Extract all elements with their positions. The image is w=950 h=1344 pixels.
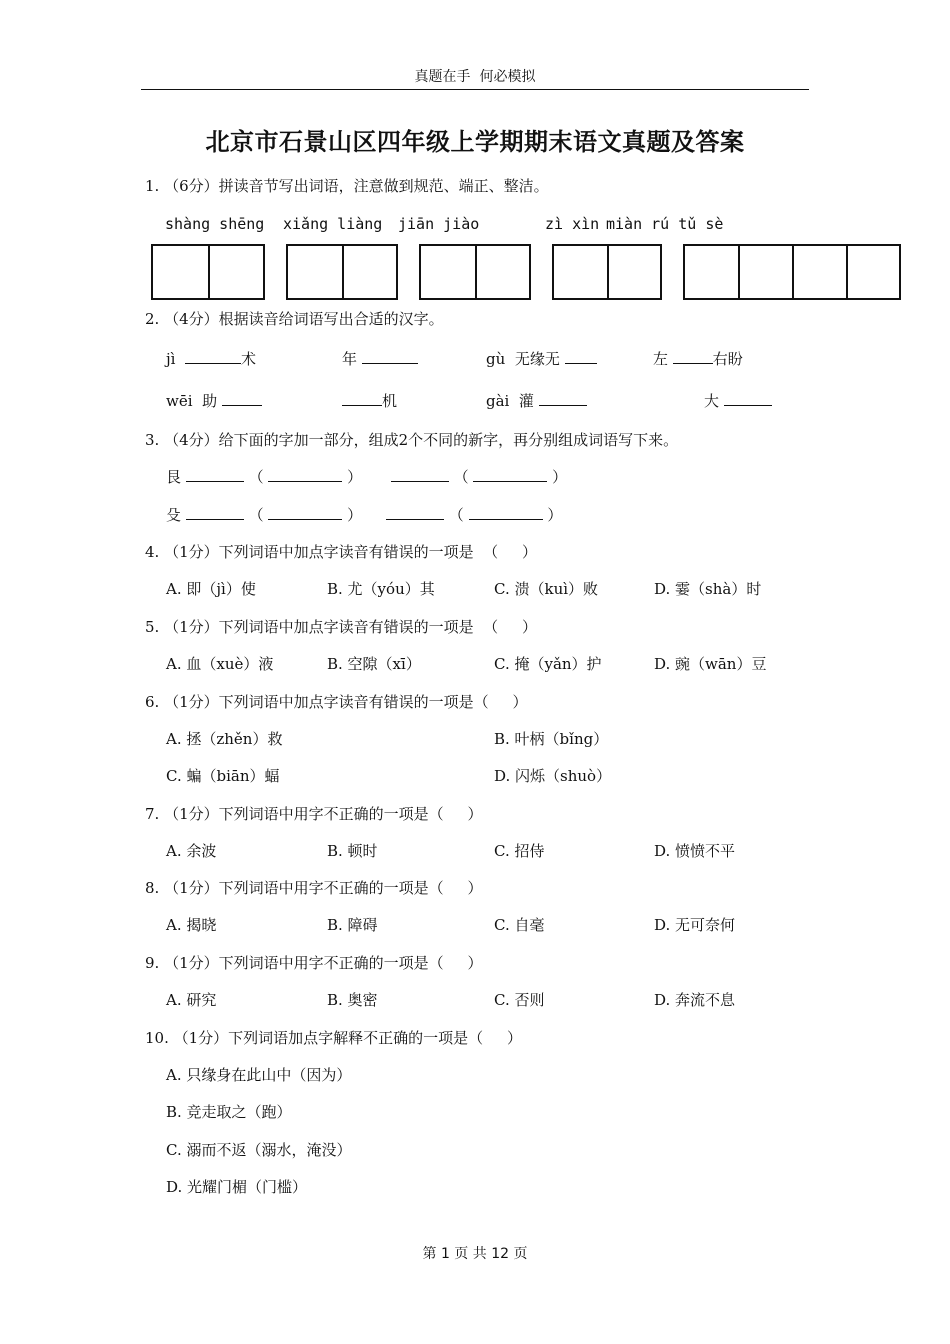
q7-option-b[interactable]: B. 顿时 bbox=[327, 842, 378, 860]
q6-option-a[interactable]: A. 拯（zhěn）救 bbox=[166, 730, 283, 748]
q4-option-b[interactable]: B. 尤（yóu）其 bbox=[327, 580, 435, 598]
q2-blank[interactable] bbox=[362, 351, 418, 364]
q2-blank[interactable] bbox=[222, 393, 262, 406]
q1-answer-box-1[interactable] bbox=[151, 244, 265, 300]
question-1-stem: 1. （6分）拼读音节写出词语，注意做到规范、端正、整洁。 bbox=[145, 177, 549, 195]
q2-blank[interactable] bbox=[539, 393, 587, 406]
q4-option-d[interactable]: D. 霎（shà）时 bbox=[654, 580, 762, 598]
question-3-stem: 3. （4分）给下面的字加一部分，组成2个不同的新字，再分别组成词语写下来。 bbox=[145, 431, 679, 449]
q8-option-a[interactable]: A. 揭晓 bbox=[166, 916, 217, 934]
q2-blank[interactable] bbox=[565, 351, 597, 364]
q10-option-b[interactable]: B. 竞走取之（跑） bbox=[166, 1103, 292, 1121]
q9-option-c[interactable]: C. 否则 bbox=[494, 991, 545, 1009]
q3-blank[interactable] bbox=[186, 469, 244, 482]
q3-blank[interactable] bbox=[473, 469, 547, 482]
question-10-stem: 10. （1分）下列词语加点字解释不正确的一项是（ ） bbox=[145, 1029, 523, 1047]
q9-option-b[interactable]: B. 奥密 bbox=[327, 991, 378, 1009]
q3-blank[interactable] bbox=[268, 507, 342, 520]
q8-option-c[interactable]: C. 自毫 bbox=[494, 916, 545, 934]
q3-blank[interactable] bbox=[469, 507, 543, 520]
q9-option-d[interactable]: D. 奔流不息 bbox=[654, 991, 736, 1009]
q1-answer-box-4[interactable] bbox=[552, 244, 662, 300]
q1-answer-box-2[interactable] bbox=[286, 244, 398, 300]
q5-option-c[interactable]: C. 掩（yǎn）护 bbox=[494, 655, 602, 673]
q7-option-c[interactable]: C. 招侍 bbox=[494, 842, 545, 860]
q1-pinyin-3: jiān jiào bbox=[398, 215, 480, 233]
q2-row1-item-c: gù 无缘无 bbox=[486, 348, 597, 369]
q8-option-b[interactable]: B. 障碍 bbox=[327, 916, 378, 934]
q7-option-a[interactable]: A. 余波 bbox=[166, 842, 217, 860]
q10-option-a[interactable]: A. 只缘身在此山中（因为） bbox=[166, 1066, 352, 1084]
q2-row1-item-b: 年 bbox=[342, 348, 418, 369]
q2-row1-item-a: jì 术 bbox=[166, 350, 257, 368]
q6-option-c[interactable]: C. 蝙（biān）蝠 bbox=[166, 767, 280, 785]
q5-option-d[interactable]: D. 豌（wān）豆 bbox=[654, 655, 767, 673]
q2-row2-item-a: wēi 助 bbox=[166, 390, 262, 411]
question-7-stem: 7. （1分）下列词语中用字不正确的一项是（ ） bbox=[145, 805, 483, 823]
question-2-stem: 2. （4分）根据读音给词语写出合适的汉字。 bbox=[145, 310, 444, 328]
q5-option-a[interactable]: A. 血（xuè）液 bbox=[166, 655, 274, 673]
header-rule bbox=[141, 89, 809, 90]
q10-option-d[interactable]: D. 光耀门楣（门槛） bbox=[166, 1178, 308, 1196]
q5-option-b[interactable]: B. 空隙（xī） bbox=[327, 655, 421, 673]
document-title: 北京市石景山区四年级上学期期末语文真题及答案 bbox=[205, 127, 745, 156]
question-6-stem: 6. （1分）下列词语中加点字读音有错误的一项是（ ） bbox=[145, 693, 528, 711]
page-header: 真题在手 何必模拟 bbox=[414, 69, 536, 85]
question-4-stem: 4. （1分）下列词语中加点字读音有错误的一项是 （ ） bbox=[145, 543, 538, 561]
q1-pinyin-4: zì xìn bbox=[545, 215, 600, 233]
q3-row-1: 艮 （ ） （ ） bbox=[166, 468, 568, 486]
q2-blank[interactable] bbox=[342, 393, 382, 406]
q1-pinyin-1: shàng shēng bbox=[165, 215, 265, 233]
q2-row2-item-d: 大 bbox=[704, 390, 772, 411]
q9-option-a[interactable]: A. 研究 bbox=[166, 991, 217, 1009]
q2-blank[interactable] bbox=[724, 393, 772, 406]
question-8-stem: 8. （1分）下列词语中用字不正确的一项是（ ） bbox=[145, 879, 483, 897]
q2-row2-item-b: 机 bbox=[342, 390, 397, 411]
q10-option-c[interactable]: C. 溺而不返（溺水，淹没） bbox=[166, 1141, 352, 1159]
q1-pinyin-5: miàn rú tǔ sè bbox=[606, 215, 724, 233]
q2-blank[interactable] bbox=[673, 351, 713, 364]
q3-blank[interactable] bbox=[186, 507, 244, 520]
q2-blank[interactable] bbox=[185, 351, 241, 364]
q4-option-c[interactable]: C. 溃（kuì）败 bbox=[494, 580, 599, 598]
q3-blank[interactable] bbox=[386, 507, 444, 520]
question-5-stem: 5. （1分）下列词语中加点字读音有错误的一项是 （ ） bbox=[145, 618, 538, 636]
q2-row2-item-c: gài 灌 bbox=[486, 390, 587, 411]
q4-option-a[interactable]: A. 即（jì）使 bbox=[166, 580, 256, 598]
q8-option-d[interactable]: D. 无可奈何 bbox=[654, 916, 736, 934]
page-footer: 第 1 页 共 12 页 bbox=[422, 1246, 528, 1262]
q7-option-d[interactable]: D. 愤愤不平 bbox=[654, 842, 736, 860]
question-9-stem: 9. （1分）下列词语中用字不正确的一项是（ ） bbox=[145, 954, 483, 972]
q3-blank[interactable] bbox=[391, 469, 449, 482]
q1-answer-box-5[interactable] bbox=[683, 244, 901, 300]
q6-option-b[interactable]: B. 叶柄（bǐng） bbox=[494, 730, 609, 748]
q3-row-2: 殳 （ ） （ ） bbox=[166, 506, 563, 524]
q6-option-d[interactable]: D. 闪烁（shuò） bbox=[494, 767, 612, 785]
q1-pinyin-2: xiǎng liàng bbox=[283, 215, 383, 233]
q2-row1-item-d: 左 右盼 bbox=[653, 350, 743, 368]
q1-answer-box-3[interactable] bbox=[419, 244, 531, 300]
q3-blank[interactable] bbox=[268, 469, 342, 482]
